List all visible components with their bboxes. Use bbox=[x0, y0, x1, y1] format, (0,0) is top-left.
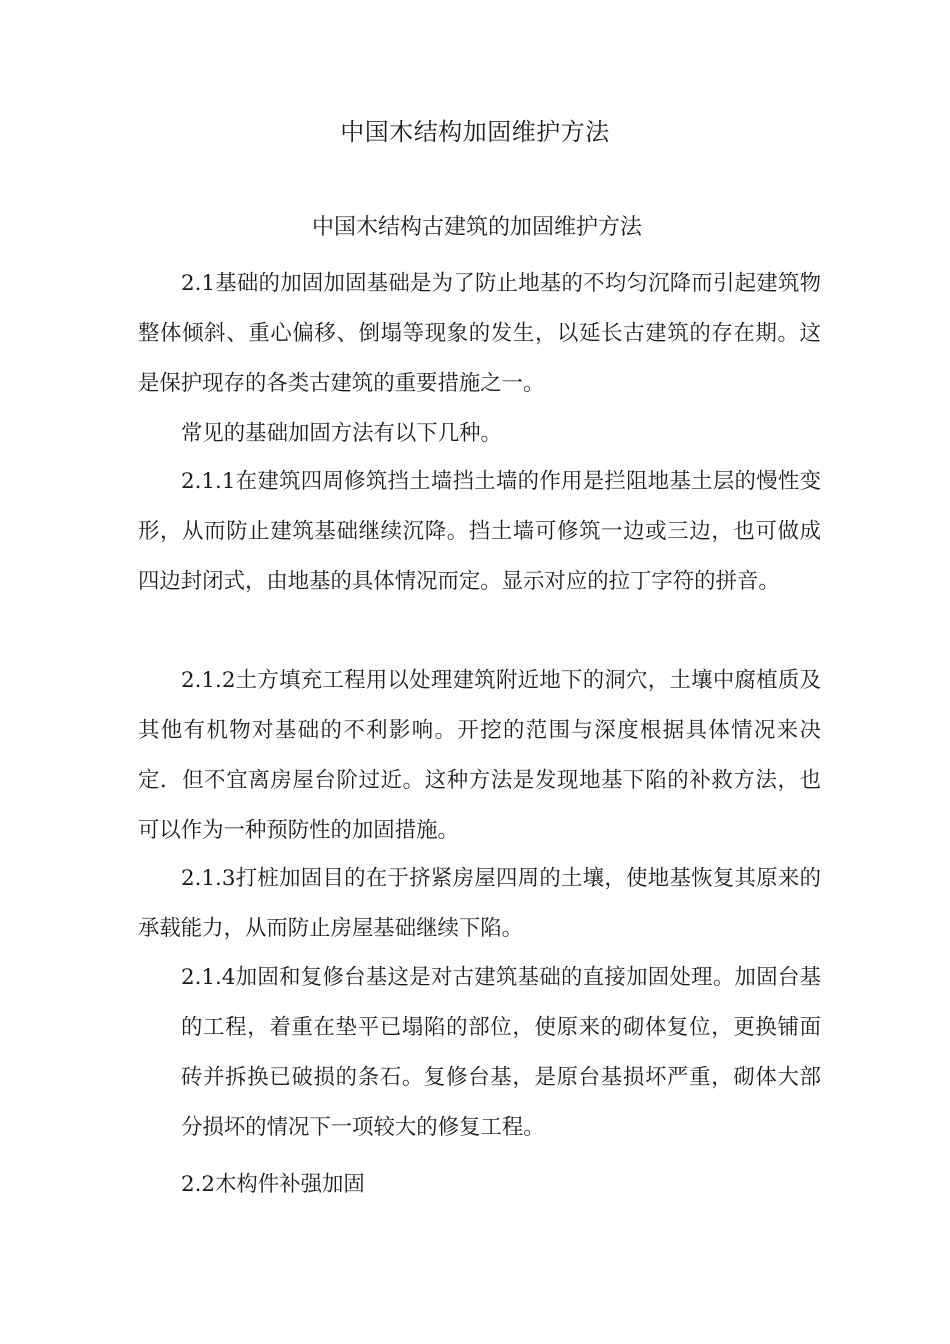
document-subtitle: 中国木结构古建筑的加固维护方法 bbox=[311, 215, 642, 240]
paragraph-common-methods: 常见的基础加固方法有以下几种。 bbox=[181, 421, 502, 446]
paragraph-foundation-reinforcement: 2.1基础的加固加固基础是为了防止地基的不均匀沉降而引起建筑物整体倾斜、重心偏移、倒塌等现象的发生，以延长古建筑的存在期。这是保护现存的各类古建筑的重要措施之一。 bbox=[138, 271, 821, 396]
paragraph-piling: 2.1.3打桩加固目的在于挤紧房屋四周的土壤，使地基恢复其原来的承载能力，从而防止房屋基础继续下陷。 bbox=[138, 866, 821, 941]
paragraph-retaining-wall: 2.1.1在建筑四周修筑挡土墙挡土墙的作用是拦阻地基土层的慢性变形，从而防止建筑基础继续沉降。挡土墙可修筑一边或三边，也可做成四边封闭式，由地基的具体情况而定。显示对应的拉丁字符的拼音。 bbox=[138, 469, 821, 594]
document-title: 中国木结构加固维护方法 bbox=[340, 118, 610, 146]
section-heading-timber-members: 2.2木构件补强加固 bbox=[181, 1172, 365, 1197]
paragraph-earth-filling: 2.1.2土方填充工程用以处理建筑附近地下的洞穴，土壤中腐植质及其他有机物对基础的不利影响。开挖的范围与深度根据具体情况来决定．但不宜离房屋台阶过近。这种方法是发现地基下陷的补救方法，也可以作为一种预防性的加固措施。 bbox=[138, 668, 821, 843]
paragraph-platform-repair: 2.1.4加固和复修台基这是对古建筑基础的直接加固处理。加固台基的工程，着重在垫平已塌陷的部位，使原来的砌体复位，更换铺面砖并拆换已破损的条石。复修台基，是原台基损坏严重，砌体大部分损坏的情况下一项较大的修复工程。 bbox=[181, 965, 821, 1140]
